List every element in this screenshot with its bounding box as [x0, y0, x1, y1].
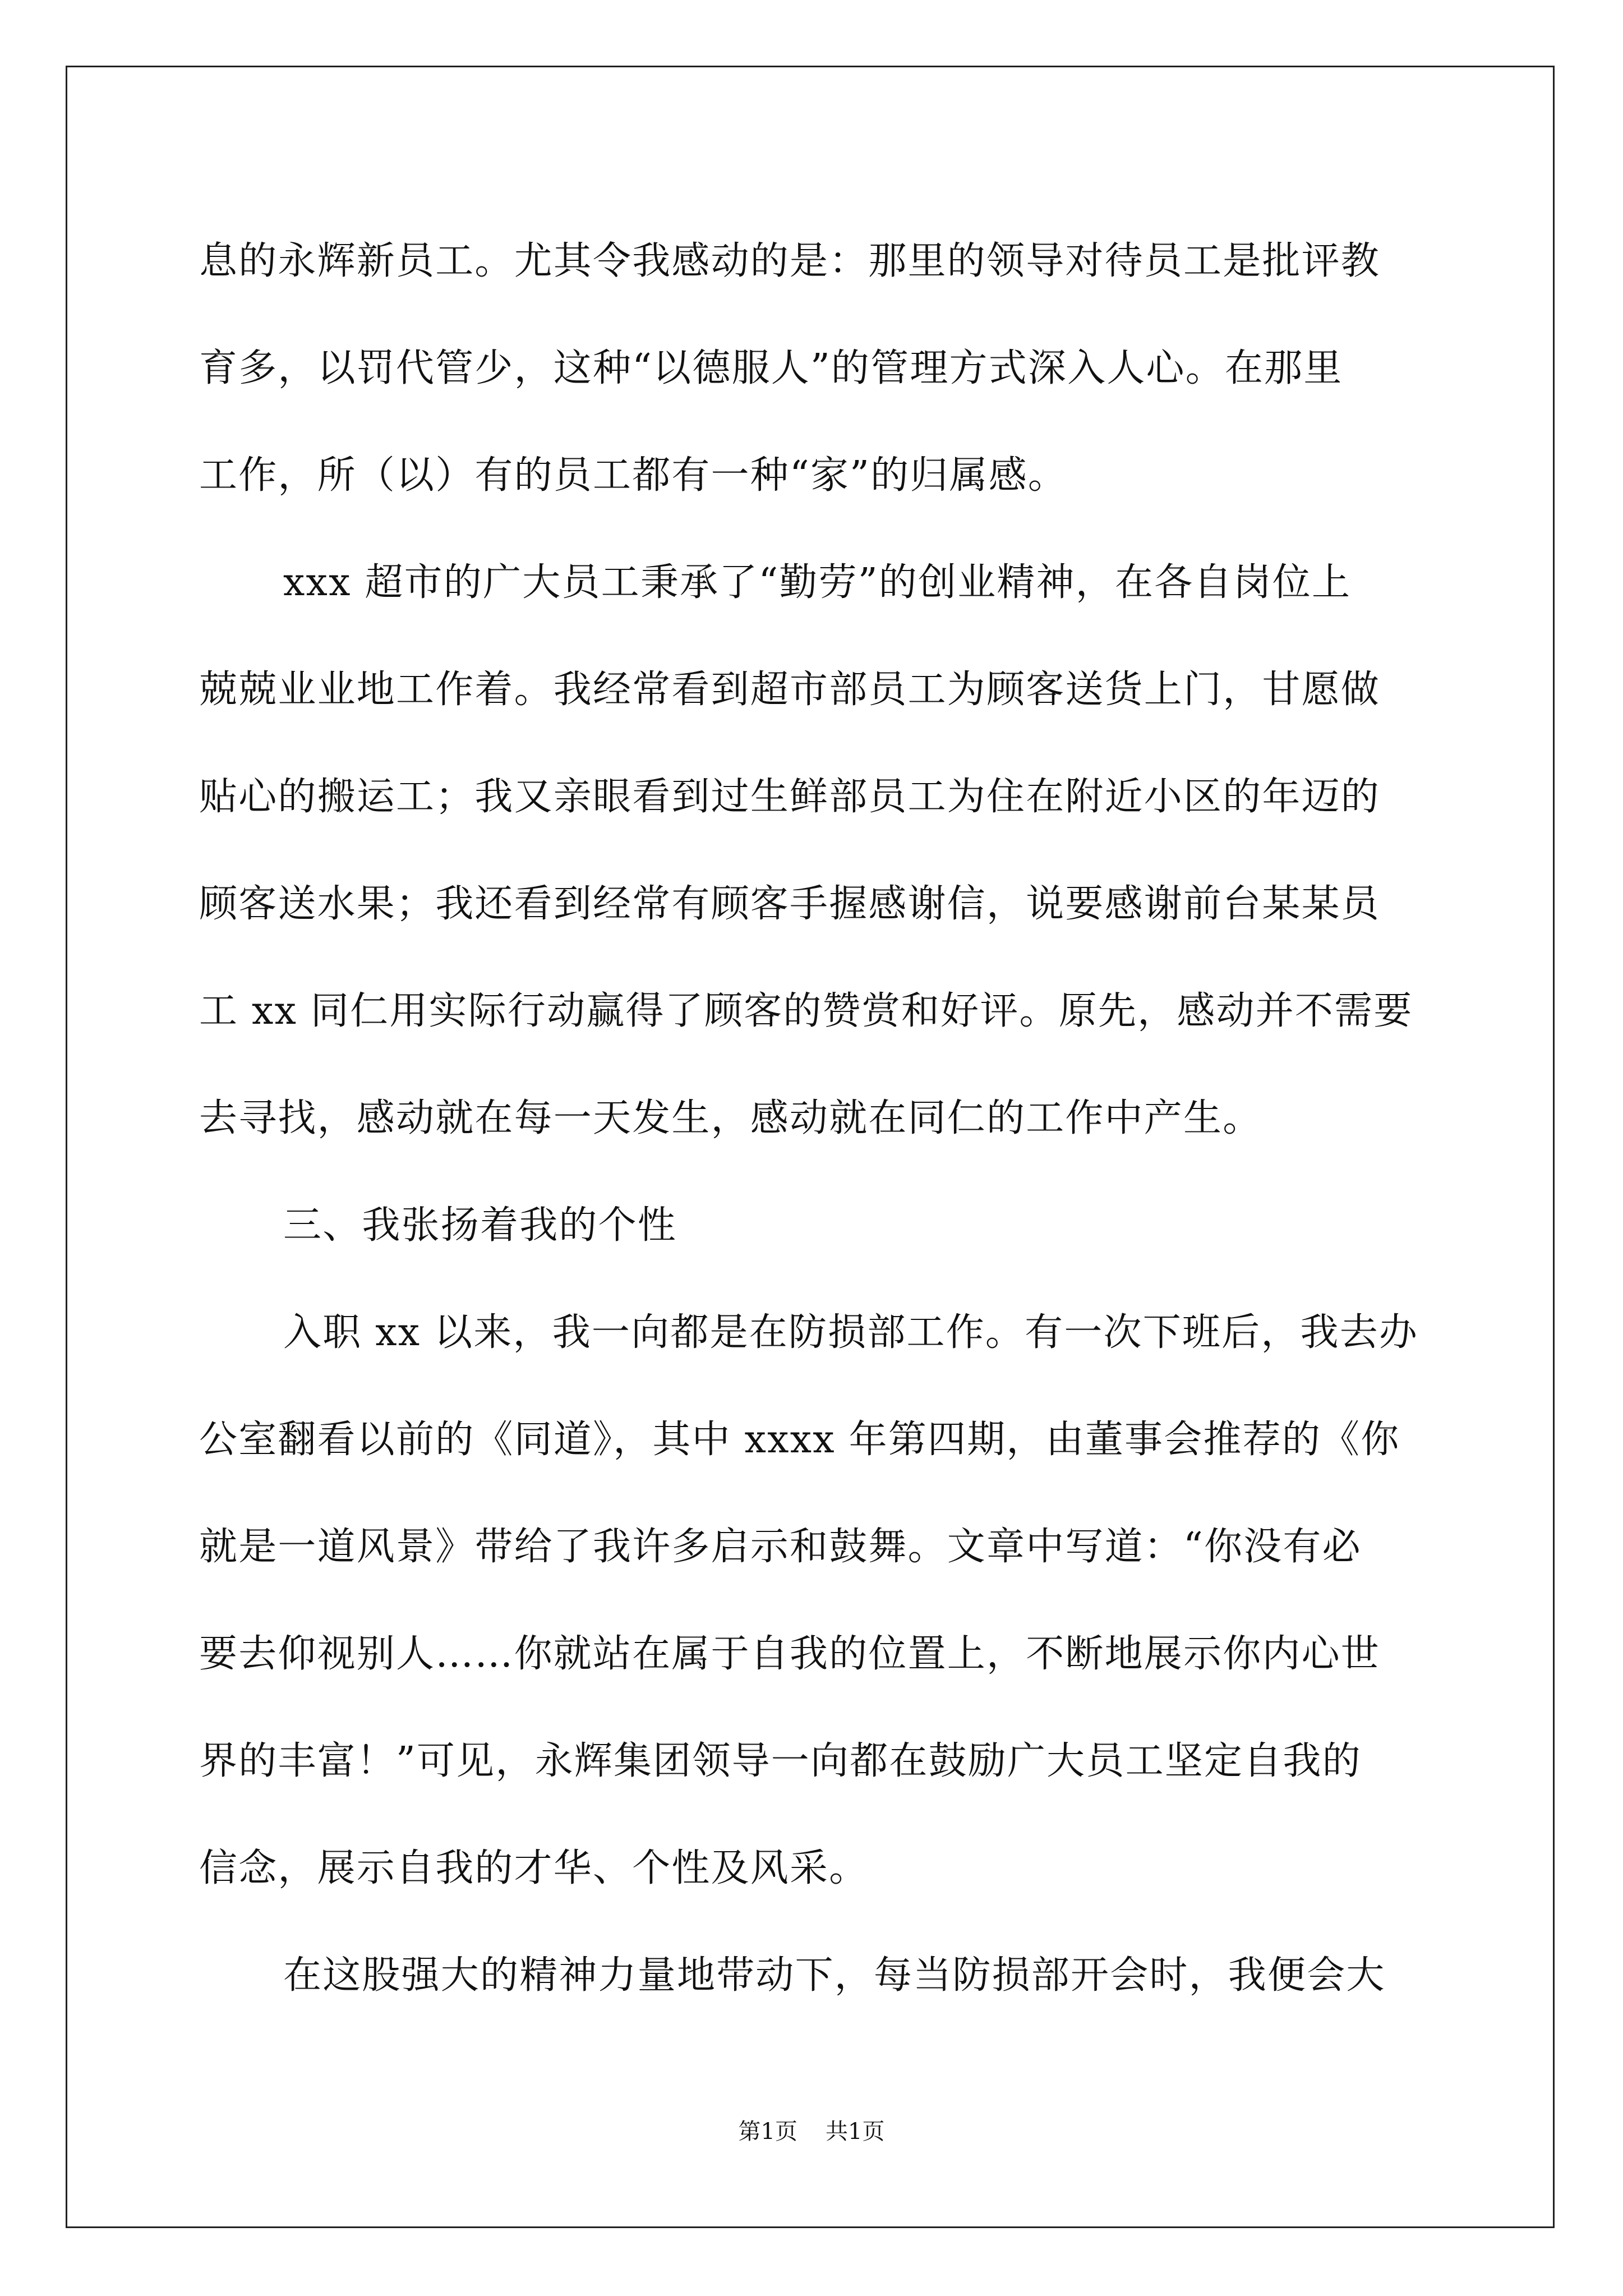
section-heading: 三、我张扬着我的个性 [283, 1203, 677, 1248]
page-total: 共1页 [826, 2119, 885, 2145]
page-footer [0, 2118, 1623, 2146]
text-line: 去寻找，感动就在每一天发生，感动就在同仁的工作中产生。 [199, 1096, 1262, 1140]
text-line: 育多，以罚代管少，这种“以德服人”的管理方式深入人心。在那里 [199, 346, 1343, 390]
text-line: 入职 xx 以来，我一向都是在防损部工作。有一次下班后，我去办 [283, 1310, 1419, 1355]
text-line: 工 xx 同仁用实际行动赢得了顾客的赞赏和好评。原先，感动并不需要 [199, 989, 1413, 1033]
text-line: 要去仰视别人……你就站在属于自我的位置上，不断地展示你内心世 [199, 1632, 1381, 1676]
text-line: 兢兢业业地工作着。我经常看到超市部员工为顾客送货上门，甘愿做 [199, 668, 1381, 712]
text-line: 信念，展示自我的才华、个性及风采。 [199, 1846, 869, 1890]
text-line: 公室翻看以前的《同道》，其中 xxxx 年第四期，由董事会推荐的《你 [199, 1418, 1400, 1462]
text-line: 息的永辉新员工。尤其令我感动的是：那里的领导对待员工是批评教 [199, 239, 1381, 283]
text-line: 贴心的搬运工；我又亲眼看到过生鲜部员工为住在附近小区的年迈的 [199, 775, 1381, 819]
text-line: 在这股强大的精神力量地带动下，每当防损部开会时，我便会大 [283, 1953, 1386, 1998]
document-body [199, 208, 1433, 2029]
text-line: 工作，所（以）有的员工都有一种“家”的归属感。 [199, 453, 1068, 498]
text-line: 界的丰富！”可见，永辉集团领导一向都在鼓励广大员工坚定自我的 [199, 1739, 1362, 1783]
page-number: 第1页 [738, 2119, 797, 2145]
text-line: 就是一道风景》带给了我许多启示和鼓舞。文章中写道：“你没有必 [199, 1525, 1362, 1569]
text-line: 顾客送水果；我还看到经常有顾客手握感谢信，说要感谢前台某某员 [199, 882, 1381, 926]
text-line: xxx 超市的广大员工秉承了“勤劳”的创业精神，在各自岗位上 [283, 560, 1352, 605]
